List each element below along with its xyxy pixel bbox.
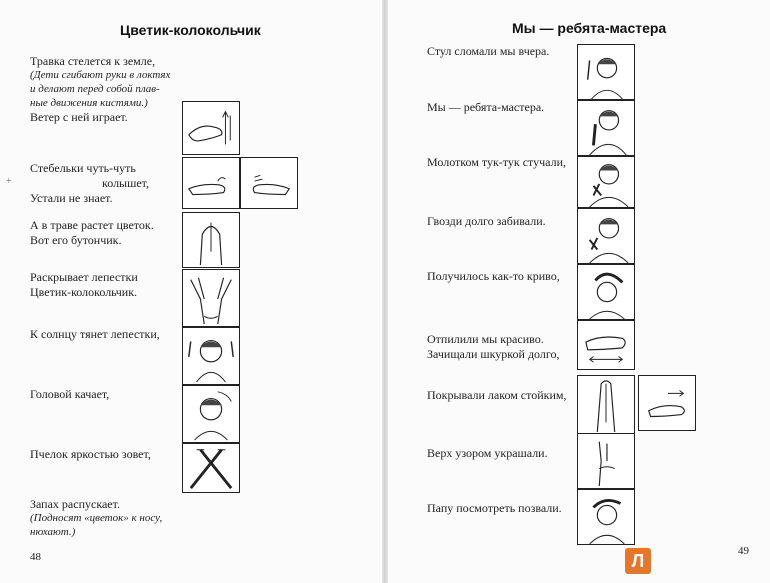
child-head-tilt-illustration: [182, 385, 240, 443]
child-hammer-illustration: [577, 156, 635, 208]
poem-line: Запах распускает.: [30, 497, 120, 511]
poem-line: К солнцу тянет лепестки,: [30, 327, 160, 341]
palms-together-illustration: [577, 375, 635, 435]
hand-saw-illustration: [577, 320, 635, 370]
poem-line: Молотком тук-тук стучали,: [427, 155, 566, 169]
poem-line: Получилось как-то криво,: [427, 269, 560, 283]
bud-hands-illustration: [182, 212, 240, 268]
poem-line: Стул сломали мы вчера.: [427, 44, 550, 58]
hands-wind-illustration: [182, 101, 240, 155]
poem-line: А в траве растет цветок. Вот его бутончик.: [30, 218, 154, 247]
poem-line: Верх узором украшали.: [427, 446, 548, 460]
child-arm-bent-illustration: [577, 264, 635, 320]
child-nails-illustration: [577, 208, 635, 264]
poem-line: Пчелок яркостью зовет,: [30, 447, 151, 461]
page-number: 48: [30, 551, 41, 563]
child-pointing-illustration: [577, 44, 635, 100]
poem-line: Гвозди долго забивали.: [427, 214, 546, 228]
poem-line: Ветер с ней играет.: [30, 110, 128, 124]
poem-line: Стебельки чуть-чуть колышет, Устали не знает.: [30, 161, 150, 205]
poem-line: Травка стелется к земле,: [30, 54, 156, 68]
poem-line: Головой качает,: [30, 387, 110, 401]
child-hand-on-head-illustration: [577, 489, 635, 545]
stage-direction: (Подносят «цветок» к носу, нюхают.): [30, 512, 163, 538]
finger-pattern-illustration: [577, 433, 635, 489]
poem-line: Мы — ребята-мастера.: [427, 100, 545, 114]
page-number: 49: [738, 545, 749, 557]
stage-direction: (Дети сгибают руки в локтях и делают перед собой плав- ные движения кистями.): [30, 69, 171, 109]
left-page-title: Цветик-колокольчик: [120, 22, 261, 38]
poem-line: Раскрывает лепестки Цветик-колокольчик.: [30, 270, 138, 299]
margin-mark: +: [6, 176, 12, 187]
child-thumb-illustration: [577, 100, 635, 156]
poem-line: Отпилили мы красиво. Зачищали шкуркой долго,: [427, 332, 560, 361]
right-page-title: Мы — ребята-мастера: [512, 20, 667, 36]
crossed-hands-illustration: [182, 443, 240, 493]
opening-hands-illustration: [182, 269, 240, 327]
child-hands-up-illustration: [182, 327, 240, 385]
publisher-logo: Л: [625, 548, 651, 574]
poem-line: Покрывали лаком стойким,: [427, 388, 567, 402]
hand-stem-illustration: [182, 157, 240, 209]
hand-fingers-illustration: [240, 157, 298, 209]
poem-line: Папу посмотреть позвали.: [427, 501, 562, 515]
hand-stroke-illustration: [638, 375, 696, 431]
